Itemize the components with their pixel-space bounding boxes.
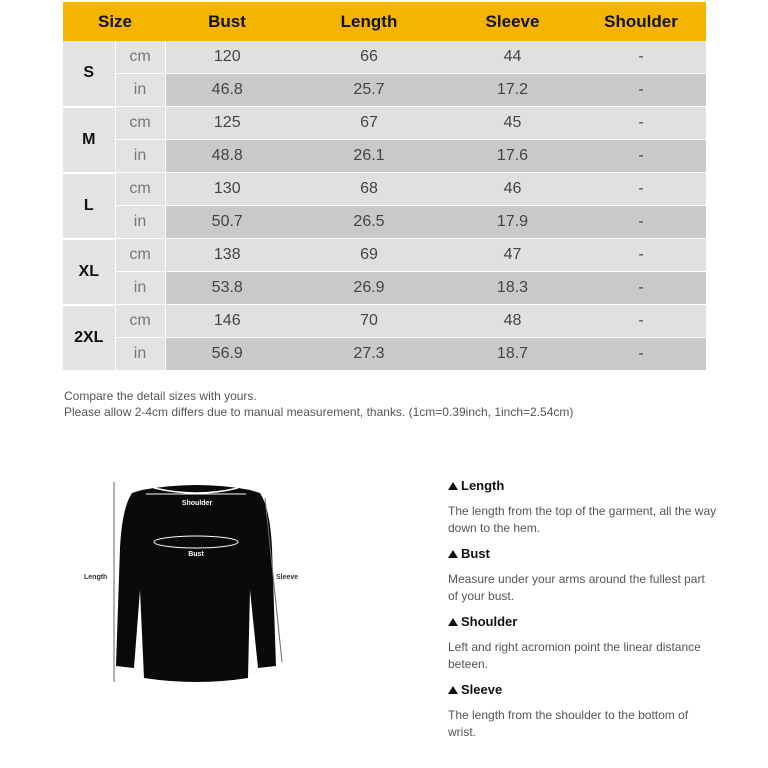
guide-bust-desc: Measure under your arms around the fullest part of your bust.	[448, 572, 705, 603]
bust-value: 56.9	[165, 338, 289, 371]
guide-sleeve-desc: The length from the shoulder to the bottom of wrist.	[448, 708, 689, 739]
guide-sleeve	[448, 681, 718, 741]
table-row	[63, 338, 706, 371]
length-value: 26.1	[289, 140, 449, 173]
length-value: 69	[289, 239, 449, 272]
unit-label: cm	[115, 239, 165, 272]
bust-value: 53.8	[165, 272, 289, 305]
guide-length-title	[448, 477, 718, 494]
shoulder-value: -	[576, 206, 706, 239]
triangle-icon	[448, 686, 458, 694]
shoulder-value: -	[576, 173, 706, 206]
length-value: 67	[289, 107, 449, 140]
table-row	[63, 41, 706, 74]
size-label: 2XL	[63, 305, 115, 371]
size-label: XL	[63, 239, 115, 305]
length-value: 70	[289, 305, 449, 338]
guide-bust-title	[448, 545, 718, 562]
shoulder-value: -	[576, 305, 706, 338]
compare-note: Compare the detail sizes with yours.	[64, 389, 257, 403]
shoulder-value: -	[576, 74, 706, 107]
sleeve-value: 45	[449, 107, 576, 140]
size-label: S	[63, 41, 115, 107]
sleeve-value: 17.9	[449, 206, 576, 239]
unit-label: in	[115, 74, 165, 107]
table-row	[63, 305, 706, 338]
unit-label: cm	[115, 305, 165, 338]
size-label: L	[63, 173, 115, 239]
bust-value: 48.8	[165, 140, 289, 173]
bust-value: 125	[165, 107, 289, 140]
sleeve-value: 46	[449, 173, 576, 206]
length-value: 26.5	[289, 206, 449, 239]
length-value: 26.9	[289, 272, 449, 305]
length-value: 66	[289, 41, 449, 74]
table-header-row	[63, 2, 706, 41]
bust-value: 46.8	[165, 74, 289, 107]
table-row	[63, 173, 706, 206]
unit-label: in	[115, 140, 165, 173]
triangle-icon	[448, 618, 458, 626]
bust-value: 50.7	[165, 206, 289, 239]
table-row	[63, 239, 706, 272]
header-size: Size	[63, 2, 165, 41]
measurement-guide	[448, 477, 718, 749]
table-row	[63, 272, 706, 305]
length-value: 27.3	[289, 338, 449, 371]
sleeve-value: 17.6	[449, 140, 576, 173]
guide-bust	[448, 545, 718, 605]
table-row	[63, 140, 706, 173]
guide-shoulder	[448, 613, 718, 673]
length-value: 25.7	[289, 74, 449, 107]
garment-diagram	[82, 478, 312, 688]
bust-value: 146	[165, 305, 289, 338]
guide-shoulder-title-text: Shoulder	[461, 614, 518, 629]
shoulder-label: Shoulder	[181, 500, 213, 507]
unit-label: cm	[115, 41, 165, 74]
header-bust: Bust	[165, 2, 289, 41]
sleeve-label: Sleeve	[276, 574, 299, 581]
sweater-silhouette	[116, 485, 276, 682]
bust-value: 130	[165, 173, 289, 206]
unit-label: in	[115, 338, 165, 371]
triangle-icon	[448, 482, 458, 490]
guide-shoulder-title	[448, 613, 718, 630]
sleeve-value: 17.2	[449, 74, 576, 107]
length-value: 68	[289, 173, 449, 206]
unit-label: cm	[115, 173, 165, 206]
shoulder-value: -	[576, 239, 706, 272]
shoulder-value: -	[576, 338, 706, 371]
guide-length	[448, 477, 718, 537]
guide-length-desc: The length from the top of the garment, all the way down to the hem.	[448, 504, 717, 535]
shoulder-value: -	[576, 272, 706, 305]
table-row	[63, 107, 706, 140]
bust-value: 120	[165, 41, 289, 74]
shoulder-value: -	[576, 41, 706, 74]
guide-length-title-text: Length	[461, 478, 505, 493]
sleeve-value: 18.3	[449, 272, 576, 305]
table-row	[63, 74, 706, 107]
header-sleeve: Sleeve	[449, 2, 576, 41]
tolerance-note: Please allow 2-4cm differs due to manual measurement, thanks. (1cm=0.39inch, 1inch=2.54cm)	[64, 405, 574, 419]
bust-label: Bust	[188, 551, 204, 558]
table-row	[63, 206, 706, 239]
guide-shoulder-desc: Left and right acromion point the linear distance beteen.	[448, 640, 701, 671]
guide-sleeve-title-text: Sleeve	[461, 682, 503, 697]
unit-label: in	[115, 272, 165, 305]
header-length: Length	[289, 2, 449, 41]
guide-bust-title-text: Bust	[461, 546, 490, 561]
unit-label: in	[115, 206, 165, 239]
sleeve-value: 48	[449, 305, 576, 338]
bust-value: 138	[165, 239, 289, 272]
size-chart-table	[63, 2, 706, 372]
sleeve-value: 18.7	[449, 338, 576, 371]
length-label: Length	[84, 574, 108, 581]
sleeve-value: 47	[449, 239, 576, 272]
sleeve-value: 44	[449, 41, 576, 74]
unit-label: cm	[115, 107, 165, 140]
guide-sleeve-title	[448, 681, 718, 698]
shoulder-value: -	[576, 140, 706, 173]
shoulder-value: -	[576, 107, 706, 140]
triangle-icon	[448, 550, 458, 558]
size-label: M	[63, 107, 115, 173]
header-shoulder: Shoulder	[576, 2, 706, 41]
